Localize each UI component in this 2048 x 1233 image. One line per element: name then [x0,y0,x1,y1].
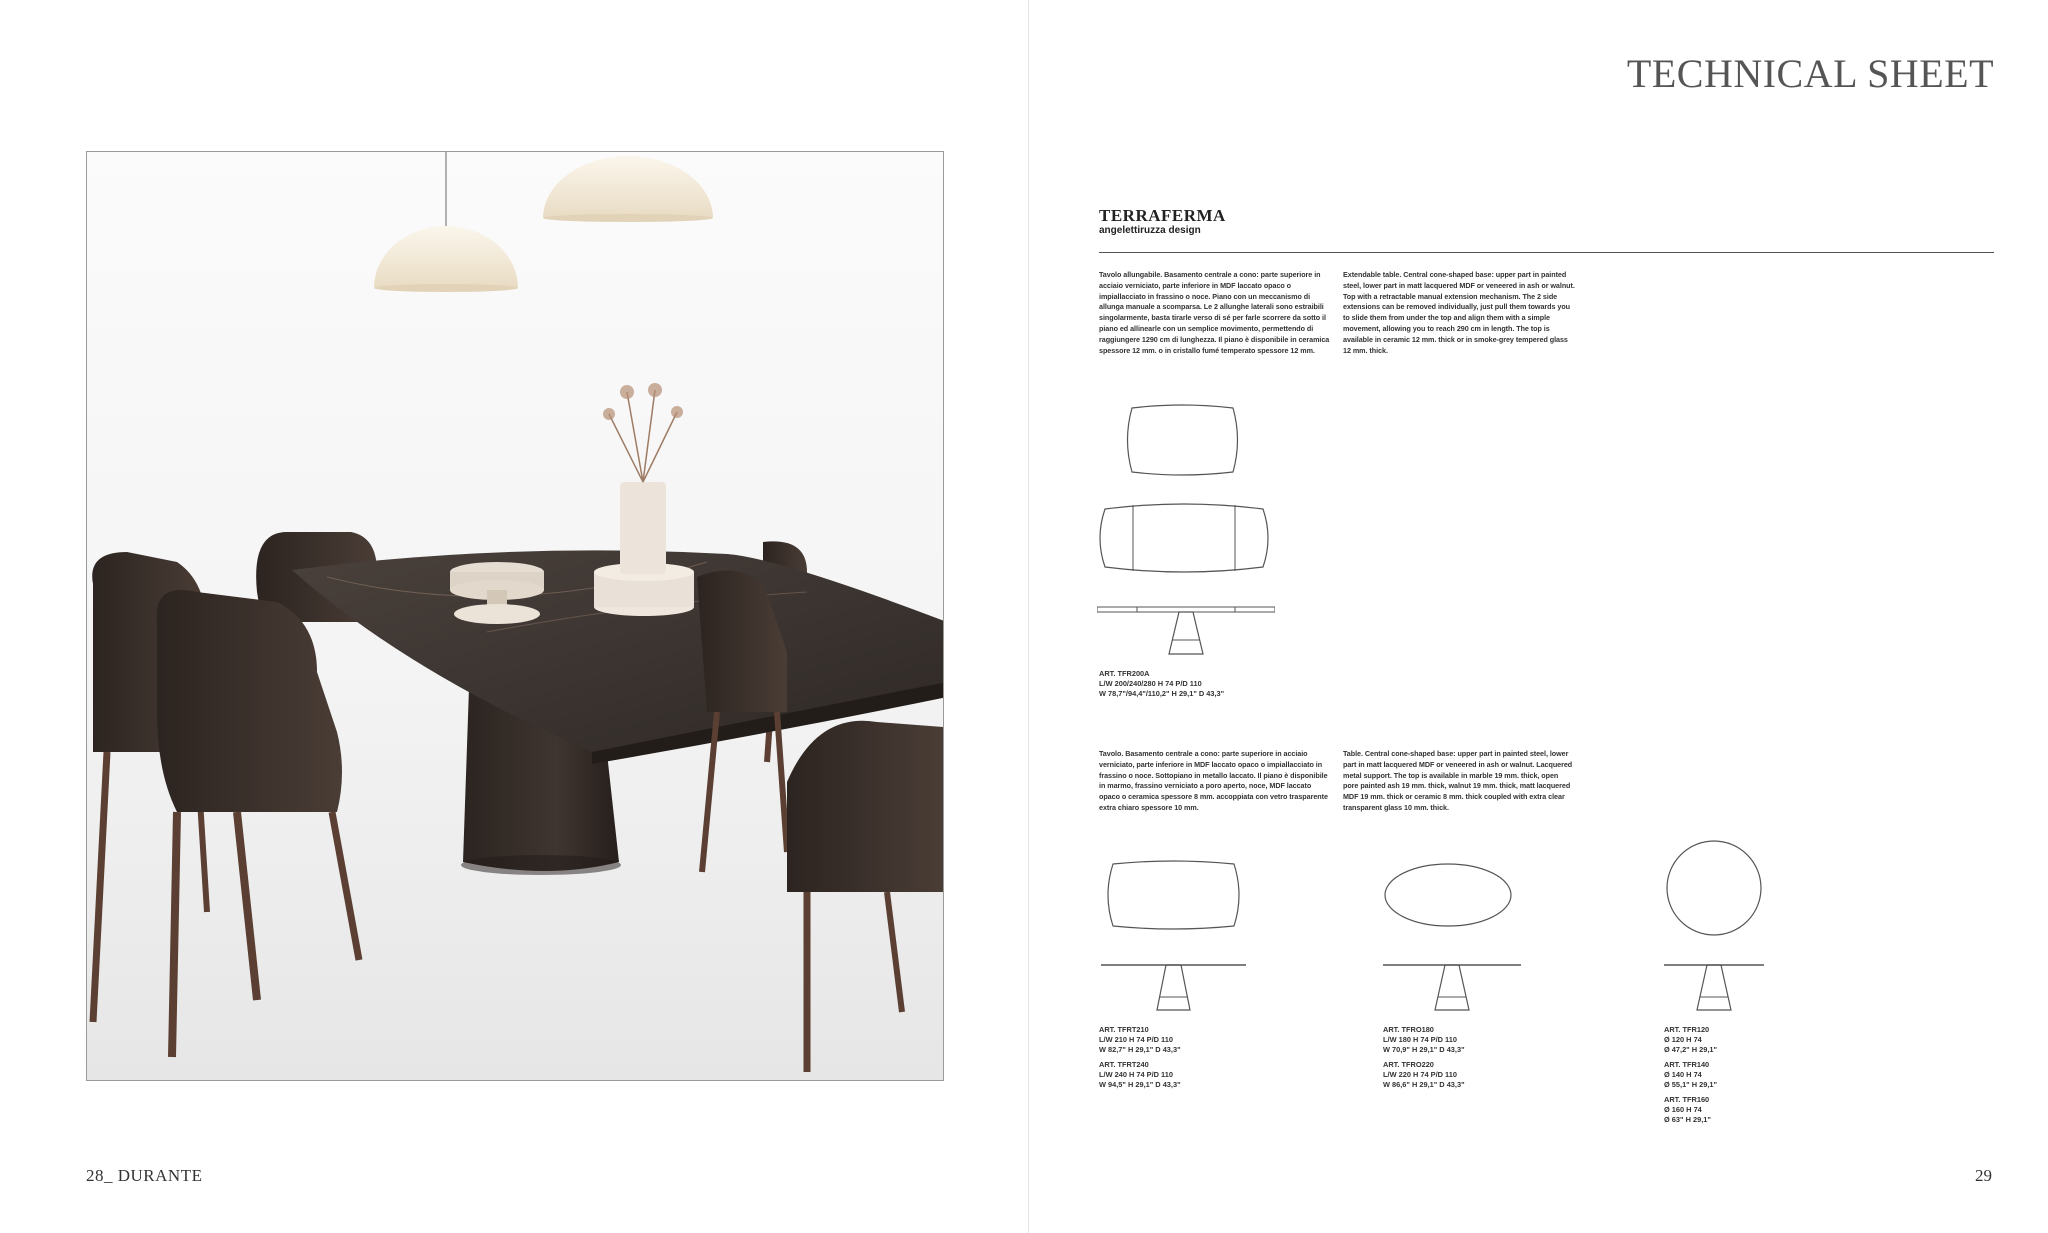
drawing-round-side-view [1664,962,1764,1012]
article-group-tfro180 [1383,1025,1465,1055]
article-dimensions-cm: Ø 140 H 74 [1664,1070,1702,1079]
article-code: ART. TFR160 [1664,1095,1710,1104]
product-photo [86,151,944,1081]
article-code: ART. TFRO180 [1383,1025,1434,1034]
article-dimensions-cm: L/W 240 H 74 P/D 110 [1099,1070,1173,1079]
article-dimensions-inch: W 82,7" H 29,1" D 43,3" [1099,1045,1181,1054]
page-title: TECHNICAL SHEET [1626,51,1994,96]
description-italian-table: Tavolo. Basamento centrale a cono: parte superiore in acciaio verniciato, parte inferiore in MDF laccato opaco o impiallacciato in frassino o noce. Sottopiano in metallo laccato. Il piano è disponibile in marmo, frassino verniciato a poro aperto, noce, MDF laccato opaco o ceramica spessore 8 mm. accoppiata con vetro trasparente extra chiaro spessore 10 mm. [1099,749,1328,812]
page-footer-left: 28_ DURANTE [86,1166,203,1185]
drawing-oval-top-view [1383,862,1513,928]
product-designer: angelettiruzza design [1099,225,1201,236]
drawing-oval-side-view [1383,962,1521,1012]
article-dimensions-inch: Ø 55,1" H 29,1" [1664,1080,1718,1089]
article-info-tfr200a [1099,669,1224,699]
drawing-extendable-top-view-open [1095,503,1273,573]
article-code: ART. TFRO220 [1383,1060,1434,1069]
article-info-tfr-round [1664,1025,1717,1130]
page-number: 29 [1975,1166,1992,1185]
article-code: ART. TFR120 [1664,1025,1710,1034]
drawing-barrel-side-view [1101,962,1246,1012]
article-group-tfr140 [1664,1060,1717,1090]
page-fold [1028,0,1029,1233]
article-group-tfrt210 [1099,1025,1181,1055]
header-rule [1099,252,1994,253]
article-code: ART. TFR200A [1099,669,1150,678]
article-dimensions-cm: L/W 200/240/280 H 74 P/D 110 [1099,679,1202,688]
article-info-tfrt [1099,1025,1181,1095]
article-group-tfrt240 [1099,1060,1181,1090]
article-dimensions-cm: Ø 120 H 74 [1664,1035,1702,1044]
product-name: TERRAFERMA [1099,206,1226,225]
article-code: ART. TFR140 [1664,1060,1710,1069]
description-english-extendable: Extendable table. Central cone-shaped base: upper part in painted steel, lower part in matt lacquered MDF or veneered in ash or walnut. Top with a retractable manual extension mechanism. The 2 side extensions can be removed individually, just pull them towards you to slide them from under the top and align them with a simple movement, allowing you to reach 290 cm in length. The top is available in ceramic 12 mm. thick or in smoke-grey tempered glass 12 mm. thick. [1343,270,1575,355]
article-code: ART. TFRT240 [1099,1060,1149,1069]
drawing-extendable-side-view [1097,604,1275,656]
article-dimensions-cm: Ø 160 H 74 [1664,1105,1702,1114]
description-english-table: Table. Central cone-shaped base: upper part in painted steel, lower part in matt lacquered MDF or veneered in ash or walnut. Lacquered metal support. The top is available in marble 19 mm. thick, open pore painted ash 19 mm. thick, walnut 19 mm. thick, matt lacquered MDF 19 mm. thick or ceramic 8 mm. thick coupled with extra clear transparent glass 10 mm. thick. [1343,749,1573,812]
article-dimensions-cm: L/W 220 H 74 P/D 110 [1383,1070,1457,1079]
article-group-tfr120 [1664,1025,1717,1055]
article-group-tfr160 [1664,1095,1717,1125]
article-dimensions-inch: W 70,9" H 29,1" D 43,3" [1383,1045,1465,1054]
drawing-extendable-top-view-closed [1120,404,1245,476]
article-code: ART. TFRT210 [1099,1025,1149,1034]
sculpture-bowl [450,562,544,624]
article-dimensions-inch: W 78,7"/94,4"/110,2" H 29,1" D 43,3" [1099,689,1225,698]
article-group-tfro220 [1383,1060,1465,1090]
article-dimensions-inch: W 86,6" H 29,1" D 43,3" [1383,1080,1465,1089]
drawing-barrel-top-view [1101,860,1246,930]
article-info-tfro [1383,1025,1465,1095]
article-dimensions-inch: W 94,5" H 29,1" D 43,3" [1099,1080,1181,1089]
article-dimensions-inch: Ø 63" H 29,1" [1664,1115,1711,1124]
article-dimensions-inch: Ø 47,2" H 29,1" [1664,1045,1718,1054]
drawing-round-top-view [1664,838,1764,938]
article-dimensions-cm: L/W 180 H 74 P/D 110 [1383,1035,1457,1044]
article-dimensions-cm: L/W 210 H 74 P/D 110 [1099,1035,1173,1044]
description-italian-extendable: Tavolo allungabile. Basamento centrale a cono: parte superiore in acciaio verniciato, parte inferiore in MDF laccato opaco o impiallacciato in frassino o noce. Piano con un meccanismo di allunga manuale a scomparsa. Le 2 allunghe laterali sono estraibili singolarmente, basta tirarle verso di sé per farle scorrere da sotto il piano ed allinearle con un semplice movimento, permettendo di raggiungere 1290 cm di lunghezza. Il piano è disponibile in ceramica spessore 12 mm. o in cristallo fumé temperato spessore 12 mm. [1099,270,1330,355]
